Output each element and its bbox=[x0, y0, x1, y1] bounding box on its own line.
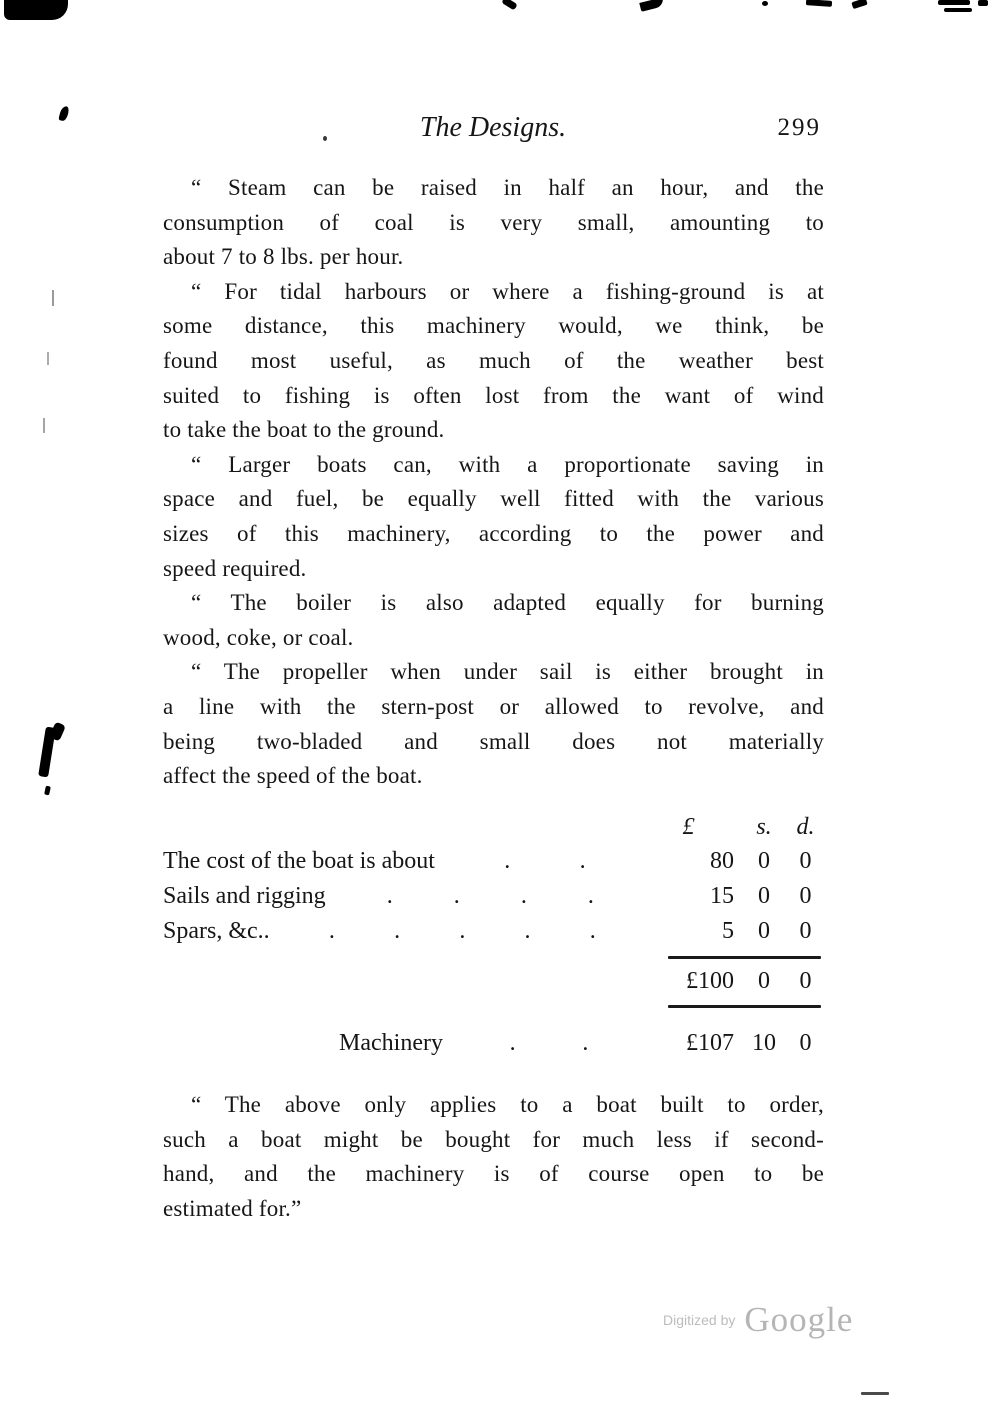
text-line: wood, coke, or coal. bbox=[163, 624, 354, 650]
top-edge-mark-artifact bbox=[978, 0, 988, 6]
leader-dot: . bbox=[504, 848, 511, 874]
margin-pen-dot-artifact bbox=[44, 786, 51, 796]
page-number: 299 bbox=[777, 114, 821, 141]
margin-tick-artifact bbox=[52, 290, 54, 306]
body-text bbox=[163, 1088, 824, 1226]
pounds-value: 15 bbox=[710, 883, 734, 909]
body-text bbox=[163, 171, 824, 794]
text-line: “ Larger boats can, with a proportionate saving in bbox=[191, 451, 824, 477]
subtotal-row bbox=[163, 964, 823, 999]
row-label: Spars, &c.. bbox=[163, 918, 270, 944]
text-line: suited to fishing is often lost from the want of wind bbox=[163, 382, 824, 408]
cost-table-row bbox=[163, 844, 823, 879]
text-line: about 7 to 8 lbs. per hour. bbox=[163, 244, 404, 270]
text-line: estimated for.” bbox=[163, 1195, 302, 1221]
leader-dot: . bbox=[453, 883, 460, 909]
digitized-by-label: Digitized by bbox=[663, 1312, 736, 1328]
ink-blob-artifact bbox=[4, 0, 68, 20]
pounds-value: 80 bbox=[710, 848, 734, 874]
pence-column-header: d. bbox=[796, 814, 815, 840]
top-edge-mark-artifact bbox=[938, 0, 970, 5]
shillings-column-header: s. bbox=[756, 814, 772, 840]
dot-leader bbox=[270, 914, 655, 949]
leader-dot: . bbox=[459, 918, 466, 944]
margin-pen-stroke-artifact bbox=[49, 721, 66, 741]
paragraph bbox=[163, 171, 824, 275]
pounds-value: 5 bbox=[722, 918, 734, 944]
leader-dot: . bbox=[524, 918, 531, 944]
leader-dot: . bbox=[582, 1030, 589, 1056]
bottom-dash-artifact bbox=[861, 1392, 889, 1395]
shillings-value: 0 bbox=[758, 883, 770, 909]
page-title: The Designs. bbox=[419, 112, 567, 143]
text-line: affect the speed of the boat. bbox=[163, 763, 423, 789]
text-line: consumption of coal is very small, amounting to bbox=[163, 209, 824, 235]
text-line: “ The boiler is also adapted equally for burning bbox=[191, 590, 824, 616]
cost-table bbox=[163, 811, 823, 1061]
text-line: to take the boat to the ground. bbox=[163, 417, 445, 443]
leader-dot: . bbox=[328, 918, 335, 944]
running-head bbox=[163, 110, 823, 154]
paragraph bbox=[163, 586, 824, 655]
top-edge-mark-artifact bbox=[944, 8, 972, 12]
text-line: space and fuel, be equally well fitted with the various bbox=[163, 486, 824, 512]
machinery-pence-value: 0 bbox=[799, 1030, 812, 1056]
row-label: Machinery bbox=[339, 1030, 443, 1056]
pounds-column-header: £ bbox=[682, 814, 695, 840]
leader-dot: . bbox=[394, 918, 401, 944]
dot-leader bbox=[435, 844, 655, 879]
margin-tick-artifact bbox=[47, 352, 49, 365]
top-edge-mark-artifact bbox=[639, 0, 664, 12]
pence-value: 0 bbox=[799, 848, 812, 874]
table-rule bbox=[668, 956, 821, 959]
top-edge-mark-artifact bbox=[851, 0, 867, 9]
machinery-row bbox=[163, 1026, 823, 1061]
margin-tick-artifact bbox=[43, 418, 45, 433]
paragraph bbox=[163, 655, 824, 793]
text-line: speed required. bbox=[163, 555, 307, 581]
dot-leader bbox=[326, 879, 655, 914]
text-line: being two-bladed and small does not materially bbox=[163, 728, 824, 754]
machinery-pounds-value: £107 bbox=[686, 1030, 734, 1056]
row-label: The cost of the boat is about bbox=[163, 848, 435, 874]
text-line: “ Steam can be raised in half an hour, and the bbox=[191, 175, 824, 200]
text-line: hand, and the machinery is of course open to be bbox=[163, 1161, 824, 1187]
cost-table-row bbox=[163, 879, 823, 914]
cost-table-row bbox=[163, 914, 823, 949]
margin-ink-mark-artifact bbox=[58, 105, 69, 121]
leader-dot: . bbox=[509, 1030, 516, 1056]
top-edge-mark-artifact bbox=[762, 1, 768, 6]
google-logo-text: Google bbox=[744, 1300, 854, 1339]
pence-value: 0 bbox=[799, 918, 812, 944]
text-line: “ For tidal harbours or where a fishing-ground is at bbox=[191, 278, 824, 304]
cost-table-header-row bbox=[163, 811, 823, 844]
text-line: “ The above only applies to a boat built to order, bbox=[191, 1092, 824, 1117]
subtotal-pence-value: 0 bbox=[799, 968, 812, 994]
paragraph bbox=[163, 448, 824, 586]
text-line: found most useful, as much of the weather best bbox=[163, 347, 824, 373]
text-line: such a boat might be bought for much less if second- bbox=[163, 1126, 824, 1152]
text-line: a line with the stern-post or allowed to revolve, and bbox=[163, 693, 824, 719]
top-edge-mark-artifact bbox=[806, 0, 832, 7]
text-line: some distance, this machinery would, we think, be bbox=[163, 313, 824, 339]
pence-value: 0 bbox=[799, 883, 812, 909]
text-line: “ The propeller when under sail is either brought in bbox=[191, 659, 824, 685]
machinery-shillings-value: 10 bbox=[752, 1030, 776, 1056]
leader-dot: . bbox=[579, 848, 586, 874]
dot-leader bbox=[443, 1026, 655, 1061]
top-edge-mark-artifact bbox=[501, 0, 517, 10]
leader-dot: . bbox=[520, 883, 527, 909]
leader-dot: . bbox=[386, 883, 393, 909]
leader-dot: . bbox=[587, 883, 594, 909]
subtotal-pounds-value: £100 bbox=[686, 968, 734, 994]
paragraph bbox=[163, 275, 824, 448]
table-rule bbox=[668, 1005, 821, 1008]
subtotal-shillings-value: 0 bbox=[758, 968, 770, 994]
google-watermark bbox=[663, 1300, 853, 1340]
shillings-value: 0 bbox=[758, 848, 770, 874]
text-line: sizes of this machinery, according to the power and bbox=[163, 520, 824, 546]
paragraph bbox=[163, 1088, 824, 1226]
leader-dot: . bbox=[589, 918, 596, 944]
shillings-value: 0 bbox=[758, 918, 770, 944]
row-label: Sails and rigging bbox=[163, 883, 326, 909]
